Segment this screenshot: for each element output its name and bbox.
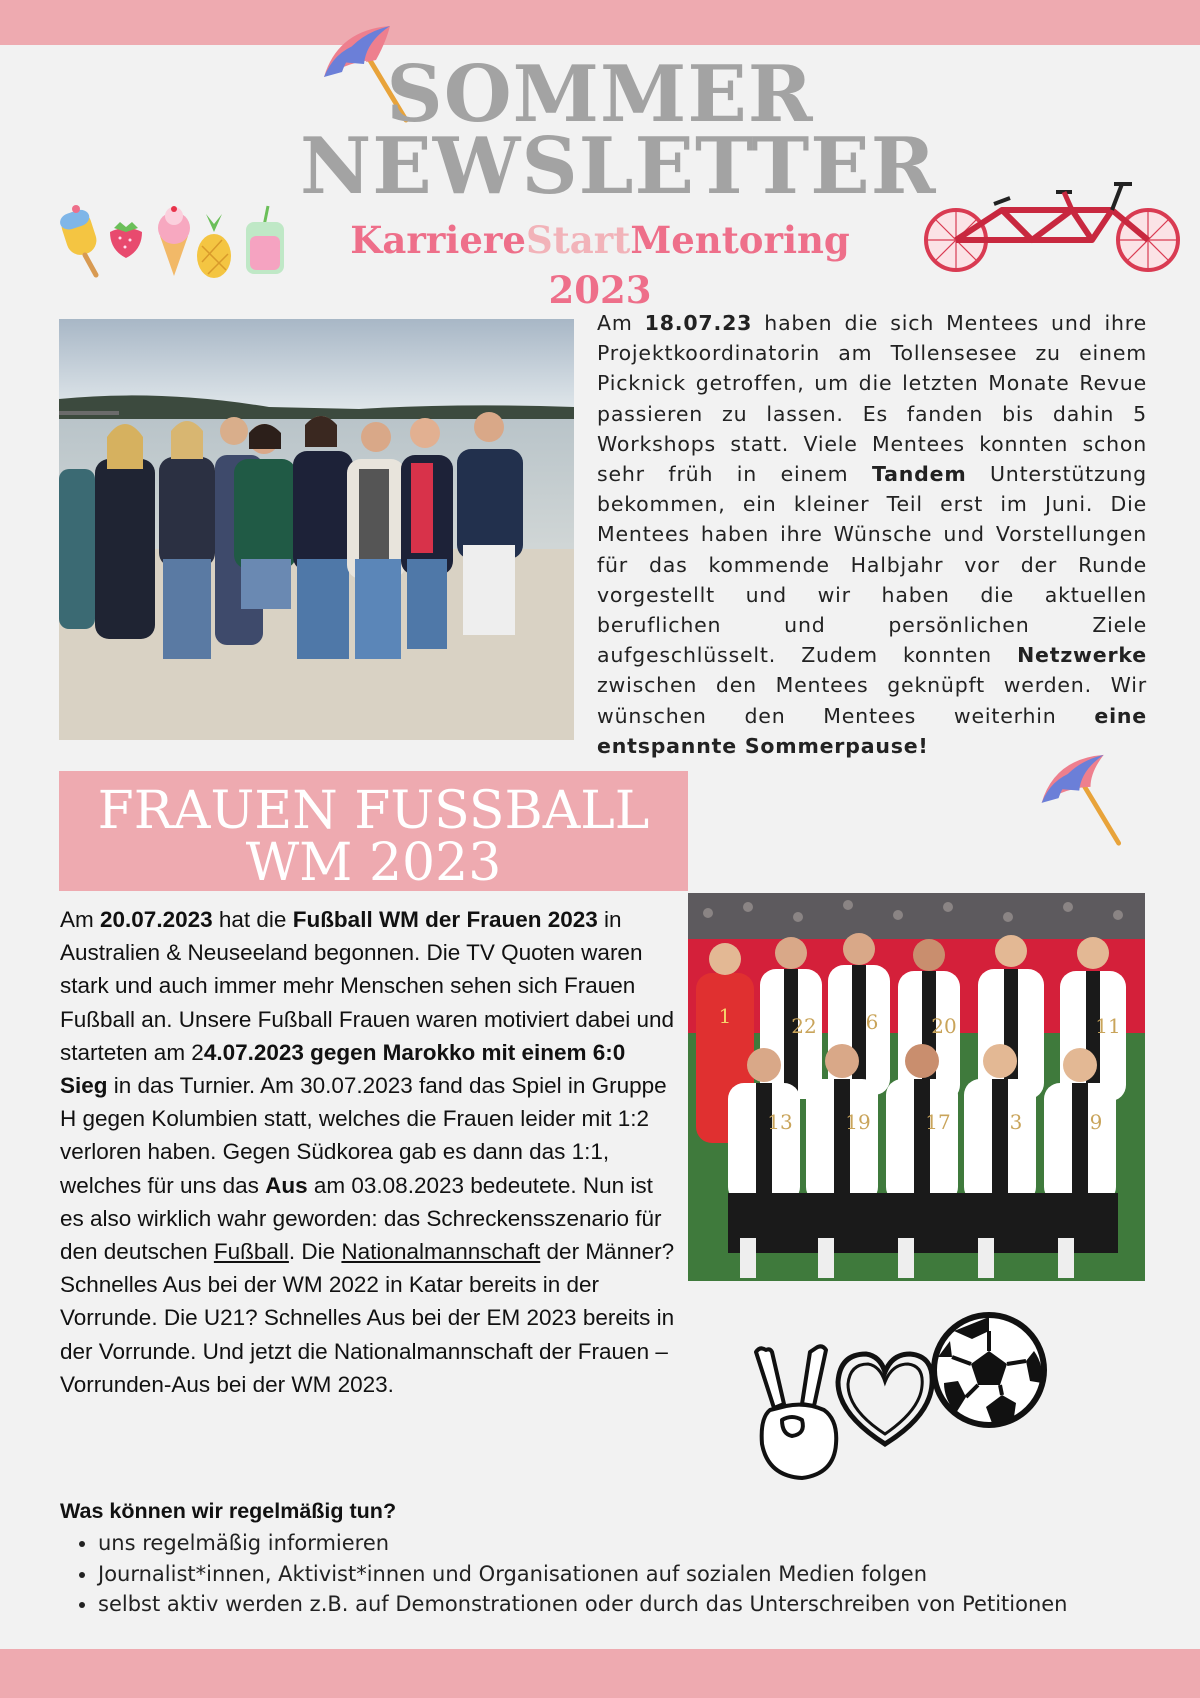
smoothie-icon bbox=[240, 202, 290, 278]
article-aus: Aus bbox=[265, 1172, 308, 1198]
article-text-1: Am bbox=[60, 907, 101, 932]
list-item: • selbst aktiv werden z.B. auf Demonstrationen oder durch das Unterschreiben von Petitionen bbox=[98, 1589, 1068, 1620]
strawberry-icon bbox=[106, 218, 146, 260]
program-name bbox=[300, 218, 900, 262]
article-text-5: am 03.08.2023 bedeutete. Nun ist es also wirklich wahr geworden: das Schreckensszenario für den deutschen bbox=[60, 1172, 662, 1265]
jersey-number: 9 bbox=[1089, 1110, 1103, 1134]
nationalmannschaft-link[interactable]: Nationalmannschaft bbox=[341, 1239, 541, 1265]
intro-closing: eine entspannte Sommerpause! bbox=[597, 703, 1147, 758]
intro-date: 18.07.23 bbox=[644, 311, 753, 335]
list-item: • Journalist*innen, Aktivist*innen und Organisationen auf sozialen Medien folgen bbox=[98, 1559, 1068, 1590]
article-text-6: . Die bbox=[288, 1239, 342, 1265]
program-name-part2: Start bbox=[525, 218, 631, 262]
program-name-part3: Mentoring bbox=[630, 218, 850, 262]
intro-text-1: Am bbox=[597, 311, 645, 335]
intro-text-2: haben die sich Mentees und ihre Projektkoordinatorin am Tollensesee zu einem Picknick getroffen, um die letzten Monate Revue passieren zu lassen. Es fanden bis dahin 5 Workshops statt. Viele Mentees konnten schon sehr früh in einem bbox=[597, 311, 1147, 487]
pineapple-icon bbox=[192, 212, 236, 280]
mentees-group-photo bbox=[59, 319, 574, 740]
fussball-link[interactable]: Fußball bbox=[213, 1239, 289, 1265]
beach-umbrella-icon bbox=[1036, 750, 1130, 850]
jersey-number: 19 bbox=[845, 1110, 871, 1134]
worldcup-article bbox=[60, 903, 675, 1401]
intro-paragraph bbox=[597, 308, 1147, 761]
article-event: Fußball WM der Frauen 2023 bbox=[292, 907, 598, 932]
intro-text-3: Unterstützung bekommen, ein kleiner Teil erst im Juni. Die Mentees haben ihre Wünsche und Vorstellungen für das kommende Halbjahr vor der Runde vorgestellt und wir haben die aktuellen beruflichen und persönlichen Ziele aufgeschlüsselt. Zudem konnten bbox=[597, 462, 1147, 668]
tandem-bicycle-icon bbox=[922, 176, 1182, 276]
jersey-number: 6 bbox=[865, 1010, 879, 1034]
jersey-number: 11 bbox=[1095, 1014, 1121, 1038]
intro-tandem: Tandem bbox=[871, 462, 967, 487]
heart-icon bbox=[830, 1344, 940, 1454]
newsletter-year: 2023 bbox=[548, 268, 652, 312]
article-text-4: in das Turnier. Am 30.07.2023 fand das Spiel in Gruppe H gegen Kolumbien statt, welches die Frauen leider mit 1:2 verloren haben. Gegen Südkorea gab es dann das 1:1, welches für uns das bbox=[60, 1073, 667, 1198]
jersey-number: 1 bbox=[718, 1004, 732, 1028]
newsletter-title-line1: SOMMER bbox=[386, 49, 814, 140]
worldcup-banner-line1: FRAUEN FUSSBALL bbox=[97, 781, 650, 841]
intro-text-4: zwischen den Mentees geknüpft werden. Wir wünschen den Mentees weiterhin bbox=[597, 673, 1147, 728]
newsletter-title-line2: NEWSLETTER bbox=[300, 121, 937, 212]
program-name-part1: Karriere bbox=[350, 218, 526, 262]
worldcup-banner bbox=[59, 771, 688, 891]
actions-list bbox=[60, 1528, 1068, 1620]
list-item: • uns regelmäßig informieren bbox=[98, 1528, 1068, 1559]
top-band bbox=[0, 0, 1200, 45]
ice-cream-cone-icon bbox=[152, 206, 196, 278]
peace-hand-icon bbox=[752, 1340, 842, 1484]
jersey-number: 3 bbox=[1009, 1110, 1023, 1134]
intro-netzwerke: Netzwerke bbox=[1017, 643, 1147, 668]
jersey-number: 13 bbox=[767, 1110, 793, 1134]
national-team-photo bbox=[688, 893, 1145, 1281]
worldcup-banner-line2: WM 2023 bbox=[245, 833, 502, 893]
soccer-ball-icon bbox=[930, 1311, 1048, 1429]
jersey-number: 22 bbox=[791, 1014, 817, 1038]
article-first-match: 4.07.2023 gegen Marokko mit einem 6:0 Sieg bbox=[60, 1039, 626, 1099]
jersey-number: 20 bbox=[931, 1014, 957, 1038]
ice-cream-popsicle-icon bbox=[58, 203, 108, 279]
article-text-2: hat die bbox=[212, 907, 293, 932]
jersey-number: 17 bbox=[925, 1110, 951, 1134]
article-text-7: der Männer? Schnelles Aus bei der WM 2022 in Katar bereits in der Vorrunde. Die U21? Schnelles Aus bei der EM 2023 bereits in der Vorrunde. Und jetzt die Nationalmannschaft der Frauen – Vorrunden-Aus bei der WM 2023. bbox=[60, 1239, 675, 1397]
article-text-3: in Australien & Neuseeland begonnen. Die TV Quoten waren stark und auch immer mehr Menschen sehen sich Frauen Fußball an. Unsere Fußball Frauen waren motiviert dabei und starteten am 2 bbox=[60, 907, 675, 1065]
article-start-date: 20.07.2023 bbox=[100, 907, 213, 932]
bottom-band bbox=[0, 1649, 1200, 1698]
actions-heading: Was können wir regelmäßig tun? bbox=[60, 1499, 397, 1523]
